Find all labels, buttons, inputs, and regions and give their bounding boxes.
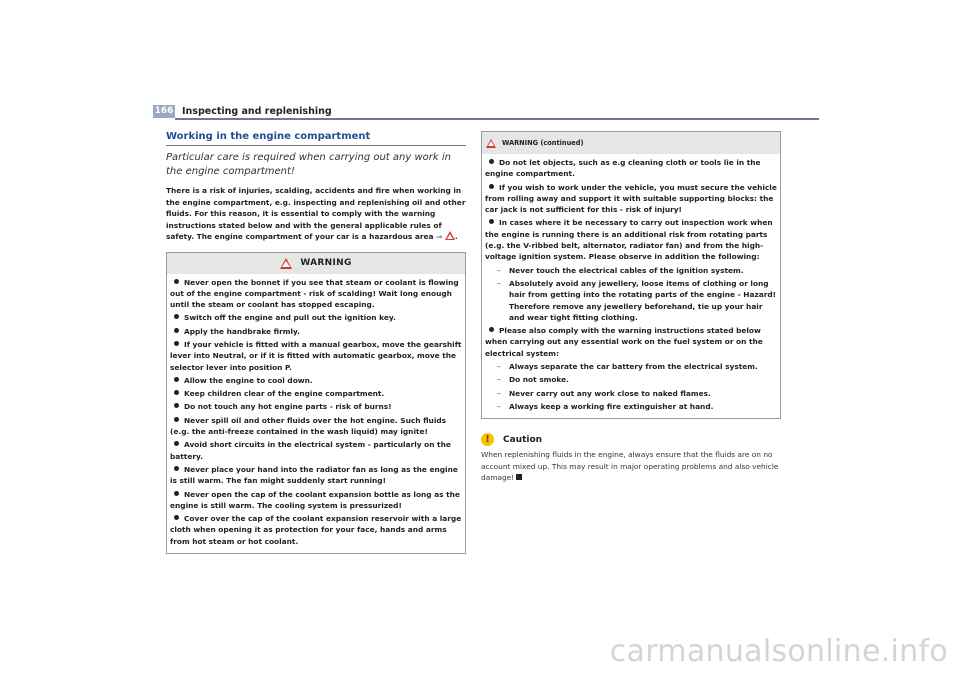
warning-item bbox=[485, 325, 777, 359]
warning-body bbox=[167, 274, 465, 554]
warning-continued-body bbox=[482, 154, 780, 418]
bullet-icon bbox=[174, 441, 179, 446]
warning-item bbox=[170, 415, 462, 438]
warning-item bbox=[170, 326, 462, 337]
warning-subitem-text: Always keep a working fire extinguisher at hand. bbox=[509, 401, 714, 411]
bullet-icon bbox=[489, 327, 494, 332]
warning-item-text: If you wish to work under the vehicle, you must secure the vehicle from rolling away and support it with suitable supporting blocks: the car jack is not sufficient for this - risk of injury! bbox=[485, 182, 777, 215]
bullet-icon bbox=[489, 219, 494, 224]
intro-end: . bbox=[454, 232, 458, 241]
warning-heading: WARNING bbox=[300, 258, 352, 268]
caution-text bbox=[481, 449, 781, 483]
warning-item bbox=[170, 513, 462, 547]
cross-reference-arrow[interactable]: ⇒ bbox=[436, 232, 443, 241]
intro-text: There is a risk of injuries, scalding, accidents and fire when working in the engine compartment, e.g. inspecting and replenishing oil and other fluids. For this reason, it is essential to comply with the warning instructions stated below and with the general applicable rules of safety. The engine compartment of your car is a hazardous area bbox=[166, 186, 466, 241]
page-number: 166 bbox=[154, 106, 174, 116]
running-header: Inspecting and replenishing bbox=[182, 106, 332, 117]
bullet-icon bbox=[489, 184, 494, 189]
warning-subitem: – Always keep a working fire extinguisher at hand. bbox=[497, 401, 714, 411]
warning-item-text: Cover over the cap of the coolant expansion reservoir with a large cloth when opening it as protection for your face, hands and arms from hot steam or hot coolant. bbox=[170, 514, 462, 546]
bullet-icon bbox=[489, 159, 494, 164]
section-rule bbox=[166, 145, 466, 146]
warning-item bbox=[485, 182, 777, 216]
warning-subitem: – Absolutely avoid any jewellery, loose items of clothing or long hair from getting into the rotating parts of the engine - Hazard! Therefore remove any jewellery beforehand, tie up your hair and wear tight fitting clothing. bbox=[497, 278, 777, 322]
warning-item bbox=[170, 401, 462, 412]
warning-triangle-icon bbox=[486, 139, 496, 148]
warning-box bbox=[166, 252, 466, 555]
bullet-icon bbox=[174, 417, 179, 422]
warning-subitem: – Do not smoke. bbox=[497, 375, 569, 385]
warning-item-text: Avoid short circuits in the electrical system - particularly on the battery. bbox=[170, 440, 451, 461]
warning-subitem-text: Always separate the car battery from the electrical system. bbox=[509, 362, 758, 372]
warning-subitem-text: Never touch the electrical cables of the ignition system. bbox=[509, 265, 744, 275]
bullet-icon bbox=[174, 314, 179, 319]
warning-subitem-text: Do not smoke. bbox=[509, 375, 569, 385]
bullet-icon bbox=[174, 279, 179, 284]
warning-subitem-text: Absolutely avoid any jewellery, loose items of clothing or long hair from getting into the rotating parts of the engine - Hazard! Therefore remove any jewellery beforehand, tie up your hair and wear tight fitting clothing. bbox=[509, 278, 777, 322]
section-title: Working in the engine compartment bbox=[166, 131, 371, 142]
warning-item-text: Never spill oil and other fluids over the hot engine. Such fluids (e.g. the anti-freeze contained in the wash liquid) may ignite! bbox=[170, 415, 447, 437]
bullet-icon bbox=[174, 377, 179, 382]
section-subtitle: Particular care is required when carrying out any work in the engine compartment! bbox=[166, 152, 451, 177]
left-column bbox=[166, 131, 466, 554]
caution-header bbox=[481, 433, 781, 446]
warning-triangle-icon bbox=[445, 231, 455, 240]
warning-triangle-icon bbox=[280, 258, 292, 269]
warning-item-text: Apply the handbrake firmly. bbox=[184, 326, 300, 336]
bullet-icon bbox=[174, 515, 179, 520]
warning-item bbox=[170, 388, 462, 399]
warning-item bbox=[170, 277, 462, 311]
warning-item-text: Please also comply with the warning instructions stated below when carrying out any essential work on the fuel system or on the electrical system: bbox=[485, 326, 763, 358]
warning-subitem: – Never touch the electrical cables of the ignition system. bbox=[497, 265, 744, 275]
right-column bbox=[481, 131, 781, 483]
intro-paragraph bbox=[166, 185, 466, 243]
warning-item bbox=[485, 217, 777, 262]
warning-item-text: Do not let objects, such as e.g cleaning cloth or tools lie in the engine compartment. bbox=[485, 158, 761, 179]
warning-item-text: Do not touch any hot engine parts - risk of burns! bbox=[184, 402, 392, 412]
warning-subitem: – Never carry out any work close to naked flames. bbox=[497, 388, 711, 398]
warning-continued-heading: WARNING (continued) bbox=[502, 139, 584, 147]
warning-continued-box bbox=[481, 131, 781, 419]
bullet-icon bbox=[174, 341, 179, 346]
warning-item bbox=[170, 312, 462, 323]
warning-item bbox=[170, 375, 462, 386]
caution-body: When replenishing fluids in the engine, always ensure that the fluids are on no account mixed up. This may result in major operating problems and also vehicle damage! bbox=[481, 450, 779, 482]
warning-item bbox=[170, 489, 462, 512]
warning-subitem-text: Never carry out any work close to naked flames. bbox=[509, 388, 711, 398]
bullet-icon bbox=[174, 466, 179, 471]
bullet-icon bbox=[174, 491, 179, 496]
warning-item-text: Keep children clear of the engine compartment. bbox=[184, 389, 385, 399]
caution-heading: Caution bbox=[503, 434, 543, 445]
warning-item bbox=[170, 339, 462, 373]
watermark: carmanualsonline.info bbox=[609, 634, 948, 669]
warning-item-text: Allow the engine to cool down. bbox=[184, 375, 313, 385]
warning-item-text: Never place your hand into the radiator fan as long as the engine is still warm. The fan might suddenly start running! bbox=[170, 464, 458, 486]
warning-item-text: In cases where it be necessary to carry out inspection work when the engine is running there is an additional risk from rotating parts (e.g. the V-ribbed belt, alternator, radiator fan) and from the high-voltage ignition system. Please observe in addition the following: bbox=[485, 218, 773, 262]
header-rule bbox=[175, 118, 819, 120]
warning-header bbox=[167, 253, 465, 274]
caution-icon: ! bbox=[481, 433, 494, 446]
warning-item bbox=[485, 157, 777, 180]
bullet-icon bbox=[174, 328, 179, 333]
end-of-section-icon bbox=[516, 474, 522, 480]
warning-item-text: Switch off the engine and pull out the ignition key. bbox=[184, 313, 396, 323]
warning-item bbox=[170, 439, 462, 462]
bullet-icon bbox=[174, 403, 179, 408]
warning-item-text: If your vehicle is fitted with a manual gearbox, move the gearshift lever into Neutral, or if it is fitted with automatic gearbox, move the selector lever into position P. bbox=[170, 339, 462, 372]
warning-item-text: Never open the bonnet if you see that steam or coolant is flowing out of the engine compartment - risk of scalding! Wait long enough until the steam or coolant has stopped escaping. bbox=[170, 277, 459, 310]
warning-item bbox=[170, 464, 462, 487]
warning-continued-header bbox=[482, 132, 780, 154]
warning-item-text: Never open the cap of the coolant expansion bottle as long as the engine is still warm. The cooling system is pressurized! bbox=[170, 489, 460, 510]
warning-subitem: – Always separate the car battery from the electrical system. bbox=[497, 362, 758, 372]
bullet-icon bbox=[174, 390, 179, 395]
